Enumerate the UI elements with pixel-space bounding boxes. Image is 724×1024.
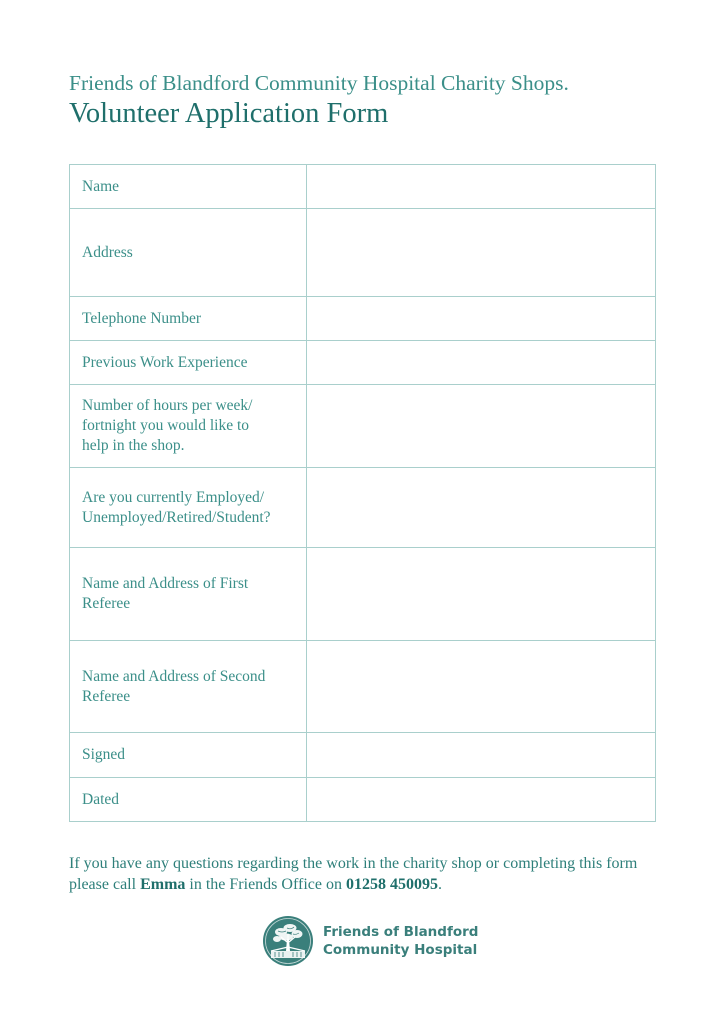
field-label-telephone	[70, 297, 307, 341]
label-line: Name and Address of Second	[82, 667, 266, 685]
contact-note-middle: in the Friends Office on	[185, 876, 346, 893]
field-label-name	[70, 165, 307, 209]
label-line: fortnight you would like to	[82, 417, 250, 434]
field-input-address[interactable]	[307, 209, 656, 297]
form-row-second-referee	[70, 641, 656, 733]
form-row-address	[70, 209, 656, 297]
label-line: Name	[82, 177, 120, 195]
label-line: Are you currently Employed/	[82, 488, 265, 506]
logo-line-1: Friends of Blandford	[323, 924, 479, 940]
form-row-work-experience	[70, 341, 656, 385]
label-line: Referee	[82, 595, 131, 612]
field-input-dated[interactable]	[307, 778, 656, 822]
label-line: Name and Address of First	[82, 575, 249, 592]
label-line: Referee	[82, 687, 131, 705]
form-row-signed	[70, 733, 656, 778]
contact-note-intro: If you have any questions regarding the work in the charity shop or completing this form please call	[69, 855, 638, 893]
field-label-hours	[70, 385, 307, 468]
field-label-work-experience	[70, 341, 307, 385]
organization-heading: Friends of Blandford Community Hospital Charity Shops.	[69, 71, 569, 95]
field-input-work-experience[interactable]	[307, 341, 656, 385]
label-line: Previous Work Experience	[82, 353, 248, 371]
field-input-employment-status[interactable]	[307, 468, 656, 548]
label-line: Number of hours per week/	[82, 397, 253, 414]
field-input-signed[interactable]	[307, 733, 656, 778]
form-row-employment-status	[70, 468, 656, 548]
form-row-name	[70, 165, 656, 209]
logo-line-2: Community Hospital	[323, 942, 478, 958]
field-input-telephone[interactable]	[307, 297, 656, 341]
field-label-address	[70, 209, 307, 297]
field-input-second-referee[interactable]	[307, 641, 656, 733]
form-row-first-referee	[70, 548, 656, 641]
form-row-telephone	[70, 297, 656, 341]
field-input-name[interactable]	[307, 165, 656, 209]
field-input-first-referee[interactable]	[307, 548, 656, 641]
tree-seal-icon	[262, 915, 314, 967]
contact-note	[69, 853, 669, 895]
page-title: Volunteer Application Form	[69, 98, 389, 129]
field-label-employment-status	[70, 468, 307, 548]
organization-logo	[262, 915, 478, 967]
contact-phone: 01258 450095	[345, 876, 438, 893]
label-line: help in the shop.	[82, 437, 185, 454]
field-label-first-referee	[70, 548, 307, 641]
logo-wordmark	[323, 923, 478, 959]
contact-note-end: .	[437, 876, 442, 893]
form-row-dated	[70, 778, 656, 822]
label-line: Signed	[82, 746, 126, 763]
contact-name: Emma	[140, 876, 186, 893]
field-label-signed	[70, 733, 307, 778]
application-form-table	[69, 164, 656, 822]
field-label-second-referee	[70, 641, 307, 733]
field-label-dated	[70, 778, 307, 822]
form-row-hours	[70, 385, 656, 468]
label-line: Unemployed/Retired/Student?	[82, 508, 271, 526]
label-line: Address	[82, 243, 133, 261]
field-input-hours[interactable]	[307, 385, 656, 468]
label-line: Telephone Number	[82, 309, 201, 327]
label-line: Dated	[82, 790, 120, 808]
